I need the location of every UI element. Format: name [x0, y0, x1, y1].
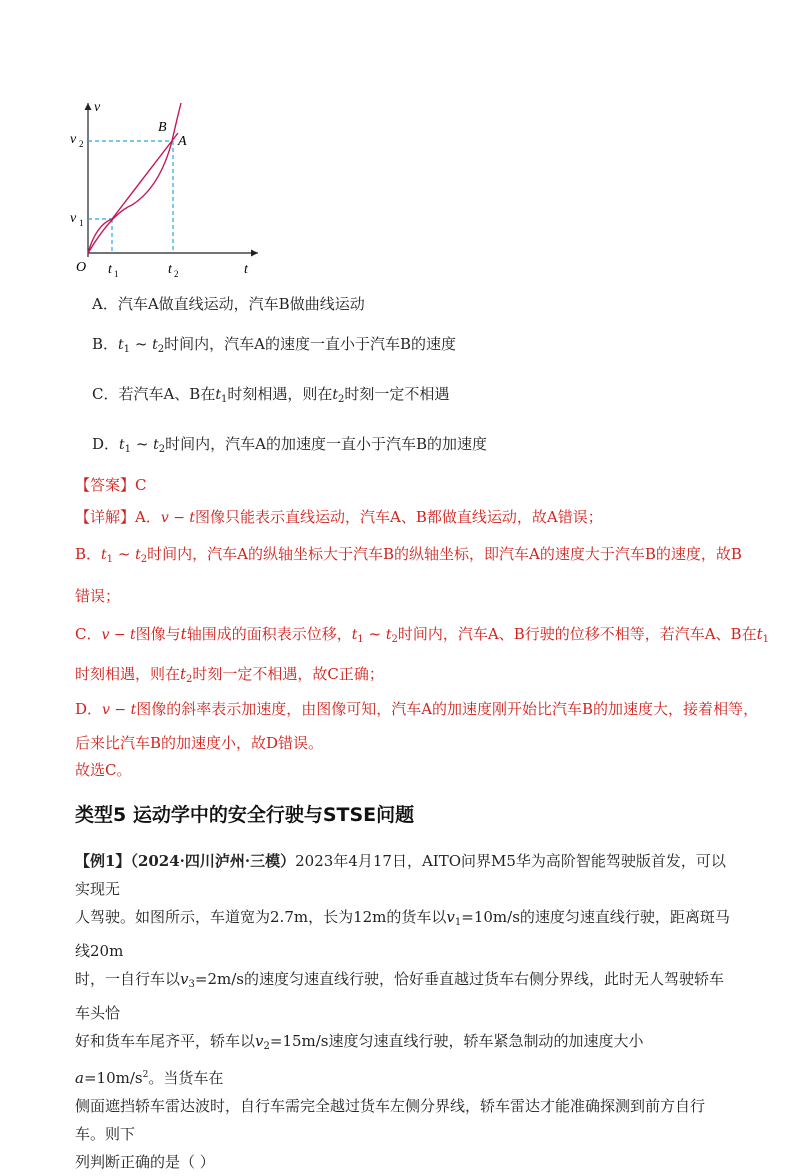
- curve-b-label: B: [158, 120, 167, 135]
- detail-2-tilde: ~: [113, 545, 136, 563]
- curve-a: [88, 133, 178, 253]
- detail-6-prefix: D．: [75, 700, 103, 718]
- option-b-t1: t: [118, 337, 124, 353]
- example-p4-d: 。当货车在: [148, 1069, 224, 1087]
- example-label: 【例1】: [75, 852, 131, 870]
- example-p2-v: v: [446, 908, 455, 926]
- detail-4-t1: t: [351, 627, 358, 643]
- detail-line-1: [75, 507, 603, 528]
- detail-line-2: [75, 544, 742, 570]
- detail-6-vt: v − t: [102, 702, 137, 718]
- example-p1: 2023年4月17日，AITO问界M5华为高阶智能驾驶版首发，可以实现无: [75, 852, 726, 898]
- example-p2-sub: 1: [454, 917, 462, 928]
- curve-a-label: A: [178, 134, 187, 149]
- detail-4-tt1-sub: 1: [762, 634, 769, 645]
- option-d-text: 时间内，汽车A的加速度一直小于汽车B的加速度: [165, 435, 488, 453]
- option-b-t2-sub: 2: [157, 344, 165, 355]
- option-b-t2: t: [152, 337, 158, 353]
- detail-4-t2: t: [385, 627, 392, 643]
- origin-label: O: [76, 260, 87, 275]
- example-source: （2024·四川泸州·三模）: [130, 852, 296, 870]
- v1-sub: 1: [79, 218, 84, 228]
- option-c-t1: t: [215, 387, 221, 403]
- section-heading: 类型5 运动学中的安全行驶与STSE问题: [75, 804, 415, 826]
- answer-label: 【答案】C: [75, 476, 147, 494]
- example-paragraph: [75, 847, 730, 1176]
- detail-2-t2-sub: 2: [140, 554, 148, 565]
- detail-2-t2: t: [135, 547, 141, 563]
- v2-label: v: [70, 132, 77, 147]
- detail-1-prefix: 【详解】A．: [75, 508, 161, 526]
- example-p4-a: 好和货车车尾齐平，轿车以: [75, 1032, 256, 1050]
- option-c-end: 时刻一定不相遇: [344, 385, 450, 403]
- option-c-t2-sub: 2: [338, 394, 345, 405]
- option-b-text: 时间内，汽车A的速度一直小于汽车B的速度: [164, 335, 457, 353]
- example-line-4: [75, 1027, 730, 1092]
- detail-1-text: 图像只能表示直线运动，汽车A、B都做直线运动，故A错误；: [195, 508, 603, 526]
- x-axis-label: t: [244, 262, 248, 277]
- detail-4-b: 轴围成的面积表示位移，: [186, 625, 352, 643]
- t1-label: t: [108, 262, 112, 277]
- option-d-tilde: ~: [131, 435, 154, 453]
- curve-b: [88, 103, 181, 253]
- detail-line-7: 后来比汽车B的加速度小，故D错误。: [75, 734, 324, 752]
- option-d-t2-sub: 2: [158, 444, 166, 455]
- option-d-t2: t: [153, 437, 159, 453]
- v1-label: v: [70, 211, 77, 226]
- example-p4-sub: 2: [263, 1041, 270, 1052]
- v2-sub: 2: [79, 139, 84, 149]
- detail-5-t2: t: [180, 665, 187, 683]
- option-d-t1: t: [119, 437, 125, 453]
- detail-5-b: 时刻一定不相遇，故C正确；: [192, 665, 384, 683]
- example-p4-sup: 2: [142, 1070, 149, 1080]
- example-p2-b: =10m/s的速度匀速直线行驶，距离斑马线20m: [75, 908, 730, 960]
- detail-4-vt: v − t: [101, 627, 136, 643]
- detail-2-text: 时间内，汽车A的纵轴坐标大于汽车B的纵轴坐标，即汽车A的速度大于汽车B的速度，故B: [147, 545, 742, 563]
- option-d-prefix: D．: [92, 435, 120, 453]
- option-c-t1-sub: 1: [220, 394, 228, 405]
- detail-line-6: [75, 699, 758, 720]
- option-a: A．汽车A做直线运动，汽车B做曲线运动: [92, 295, 365, 313]
- detail-line-5: [75, 664, 384, 690]
- detail-6-text: 图像的斜率表示加速度，由图像可知，汽车A的加速度刚开始比汽车B的加速度大，接着相等，: [136, 700, 759, 718]
- t1-sub: 1: [114, 269, 119, 279]
- detail-2-prefix: B．: [75, 545, 102, 563]
- t2-label: t: [168, 262, 172, 277]
- example-line-2: [75, 903, 730, 965]
- example-line-5: 侧面遮挡轿车雷达波时，自行车需完全越过货车左侧分界线，轿车雷达才能准确探测到前方自行车。则下: [75, 1097, 706, 1143]
- option-c-t2: t: [332, 387, 339, 403]
- detail-line-8: 故选C。: [75, 761, 132, 779]
- detail-1-vt: v − t: [160, 510, 196, 526]
- option-c: [92, 384, 449, 410]
- option-c-mid: 时刻相遇，则在: [227, 385, 333, 403]
- example-p3-b: =2m/s的速度匀速直线行驶，恰好垂直越过货车右侧分界线，此时无人驾驶轿车车头恰: [75, 970, 724, 1022]
- option-b: [92, 334, 456, 360]
- detail-2-t1: t: [101, 547, 107, 563]
- detail-2-t1-sub: 1: [106, 554, 114, 565]
- example-p3-v: v: [180, 970, 189, 988]
- detail-4-tt1: t: [756, 625, 763, 643]
- example-line-1: [75, 847, 730, 903]
- detail-4-t2-sub: 2: [391, 634, 398, 645]
- t2-sub: 2: [174, 269, 179, 279]
- y-axis-label: v: [94, 100, 101, 115]
- example-p2-a: 人驾驶。如图所示，车道宽为2.7m，长为12m的货车以: [75, 908, 447, 926]
- example-p3-sub: 3: [188, 979, 195, 990]
- detail-5-a: 时刻相遇，则在: [75, 665, 181, 683]
- example-p4-av: a: [75, 1069, 84, 1087]
- example-p3-a: 时，一自行车以: [75, 970, 181, 988]
- detail-4-prefix: C．: [75, 625, 102, 643]
- option-b-tilde: ~: [130, 335, 153, 353]
- option-c-prefix: C．若汽车A、B在: [92, 385, 216, 403]
- option-b-t1-sub: 1: [123, 344, 131, 355]
- example-line-3: [75, 965, 730, 1027]
- example-p4-b: =15m/s速度匀速直线行驶，轿车紧急制动的加速度大小: [269, 1032, 644, 1050]
- detail-line-3: 错误；: [75, 587, 121, 605]
- detail-5-t2-sub: 2: [186, 674, 193, 685]
- detail-4-t: t: [180, 625, 187, 643]
- option-b-prefix: B．: [92, 335, 119, 353]
- detail-4-c: 时间内，汽车A、B行驶的位移不相等，若汽车A、B在: [397, 625, 757, 643]
- detail-line-4: [75, 624, 769, 650]
- detail-4-tilde: ~: [363, 625, 386, 643]
- option-d-t1-sub: 1: [124, 444, 132, 455]
- example-line-6: 列判断正确的是（ ）: [75, 1153, 215, 1171]
- example-p4-v: v: [255, 1032, 264, 1050]
- vt-graph: [60, 95, 280, 285]
- example-p4-c: =10m/s: [83, 1069, 143, 1087]
- detail-4-t1-sub: 1: [357, 634, 364, 645]
- option-d: [92, 434, 487, 460]
- detail-4-a: 图像与: [135, 625, 181, 643]
